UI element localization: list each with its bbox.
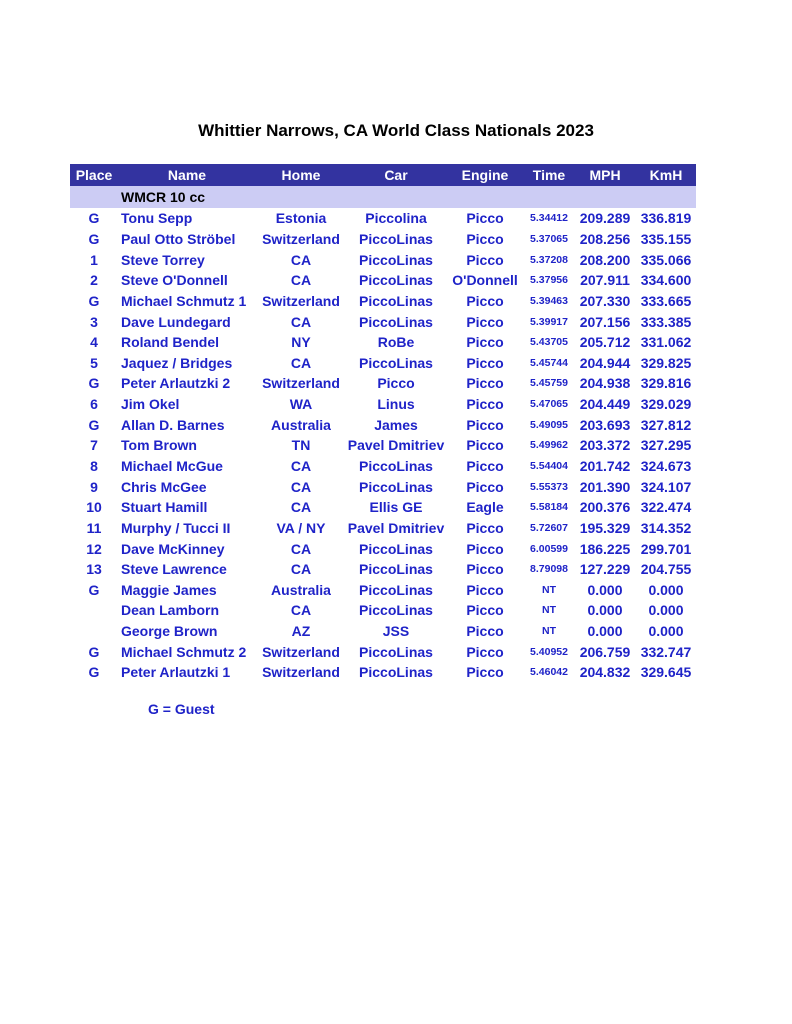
engine-cell: Picco xyxy=(466,416,504,433)
engine-cell: Picco xyxy=(466,375,504,392)
mph-cell: 208.256 xyxy=(579,230,631,247)
table-row xyxy=(70,559,696,580)
table-row xyxy=(70,580,696,601)
name-cell: Peter Arlautzki 1 xyxy=(121,664,231,681)
home-cell: TN xyxy=(291,437,311,454)
table-row xyxy=(70,476,696,497)
table-row xyxy=(70,518,696,539)
place-cell: 9 xyxy=(90,478,98,495)
car-cell: Pavel Dmitriev xyxy=(347,437,445,454)
time-cell: 5.72607 xyxy=(530,521,568,534)
table-row xyxy=(70,621,696,642)
car-cell: RoBe xyxy=(377,334,415,351)
mph-cell: 208.200 xyxy=(579,251,631,268)
car-cell: JSS xyxy=(382,623,410,640)
car-cell: PiccoLinas xyxy=(359,602,433,619)
home-cell: CA xyxy=(290,313,312,330)
kmh-cell: 0.000 xyxy=(648,581,684,598)
place-cell: 1 xyxy=(90,251,98,268)
time-cell: 5.58184 xyxy=(530,501,568,514)
column-header-engine: Engine xyxy=(446,164,524,186)
home-cell: Switzerland xyxy=(262,664,340,681)
kmh-cell: 336.819 xyxy=(640,210,692,227)
column-header-kmh: KmH xyxy=(636,164,696,186)
column-header-place: Place xyxy=(70,164,118,186)
car-cell: PiccoLinas xyxy=(359,643,433,660)
car-cell: PiccoLinas xyxy=(359,561,433,578)
time-cell: NT xyxy=(542,625,556,638)
engine-cell: Picco xyxy=(466,396,504,413)
engine-cell: Picco xyxy=(466,354,504,371)
name-cell: Peter Arlautzki 2 xyxy=(121,375,231,392)
name-cell: Michael Schmutz 1 xyxy=(121,292,247,309)
table-row xyxy=(70,456,696,477)
name-cell: Michael McGue xyxy=(121,458,223,474)
table-row xyxy=(70,208,696,229)
mph-cell: 207.330 xyxy=(579,292,631,309)
place-cell xyxy=(70,621,118,642)
car-cell: PiccoLinas xyxy=(359,540,433,557)
car-cell: Ellis GE xyxy=(369,499,423,516)
engine-cell: Picco xyxy=(466,602,504,619)
column-header-name: Name xyxy=(118,164,256,186)
time-cell: 5.47065 xyxy=(530,398,568,411)
place-cell: 5 xyxy=(90,354,98,371)
kmh-cell: 322.474 xyxy=(640,499,692,516)
kmh-cell: 335.155 xyxy=(640,230,692,247)
place-cell: G xyxy=(88,664,100,681)
car-cell: James xyxy=(374,416,418,433)
car-cell: Piccolina xyxy=(365,210,427,227)
time-cell: NT xyxy=(542,583,556,596)
column-header-home: Home xyxy=(256,164,346,186)
mph-cell: 201.742 xyxy=(579,458,631,474)
mph-cell: 195.329 xyxy=(579,519,631,536)
table-row xyxy=(70,538,696,559)
name-cell: Jim Okel xyxy=(121,396,180,413)
engine-cell: Picco xyxy=(466,643,504,660)
kmh-cell: 324.107 xyxy=(640,478,692,495)
section-row xyxy=(70,186,696,208)
car-cell: Linus xyxy=(377,396,415,413)
home-cell: CA xyxy=(290,561,312,578)
place-cell: G xyxy=(88,210,100,227)
time-cell: 5.55373 xyxy=(530,480,568,493)
kmh-cell: 332.747 xyxy=(640,643,692,660)
home-cell: CA xyxy=(290,499,312,516)
section-label: WMCR 10 cc xyxy=(118,186,696,208)
table-row xyxy=(70,229,696,250)
home-cell: CA xyxy=(290,602,312,619)
mph-cell: 0.000 xyxy=(587,581,623,598)
home-cell: Switzerland xyxy=(262,292,340,309)
kmh-cell: 314.352 xyxy=(640,519,692,536)
column-header-car: Car xyxy=(346,164,446,186)
name-cell: Roland Bendel xyxy=(121,334,220,351)
name-cell: Allan D. Barnes xyxy=(121,416,225,433)
name-cell: Paul Otto Ströbel xyxy=(121,230,236,247)
home-cell: Estonia xyxy=(275,210,327,227)
engine-cell: Picco xyxy=(466,292,504,309)
engine-cell: Picco xyxy=(466,458,504,474)
place-cell: G xyxy=(88,416,100,433)
time-cell: 5.37956 xyxy=(530,274,568,287)
home-cell: AZ xyxy=(291,623,311,640)
home-cell: Australia xyxy=(271,416,331,433)
time-cell: 5.39463 xyxy=(530,294,568,307)
name-cell: Tonu Sepp xyxy=(121,210,193,227)
kmh-cell: 335.066 xyxy=(640,251,692,268)
kmh-cell: 333.665 xyxy=(640,292,692,309)
mph-cell: 204.938 xyxy=(579,375,631,392)
place-cell: 2 xyxy=(90,272,98,289)
home-cell: VA / NY xyxy=(276,519,326,536)
mph-cell: 203.693 xyxy=(579,416,631,433)
home-cell: Switzerland xyxy=(262,375,340,392)
table-row xyxy=(70,600,696,621)
mph-cell: 203.372 xyxy=(579,437,631,454)
home-cell: CA xyxy=(290,540,312,557)
place-cell: 4 xyxy=(90,334,98,351)
mph-cell: 207.156 xyxy=(579,313,631,330)
home-cell: CA xyxy=(290,272,312,289)
name-cell: Michael Schmutz 2 xyxy=(121,643,247,660)
table-row xyxy=(70,249,696,270)
home-cell: CA xyxy=(290,354,312,371)
mph-cell: 186.225 xyxy=(579,540,631,557)
column-header-mph: MPH xyxy=(574,164,636,186)
kmh-cell: 324.673 xyxy=(640,458,692,474)
engine-cell: Picco xyxy=(466,519,504,536)
kmh-cell: 299.701 xyxy=(640,540,692,557)
home-cell: WA xyxy=(289,396,313,413)
name-cell: Dean Lamborn xyxy=(121,602,220,619)
mph-cell: 201.390 xyxy=(579,478,631,495)
mph-cell: 209.289 xyxy=(579,210,631,227)
car-cell: PiccoLinas xyxy=(359,230,433,247)
name-cell: Murphy / Tucci II xyxy=(121,519,231,536)
table-row xyxy=(70,394,696,415)
kmh-cell: 0.000 xyxy=(648,623,684,640)
time-cell: 6.00599 xyxy=(530,542,568,555)
home-cell: NY xyxy=(291,334,311,351)
kmh-cell: 204.755 xyxy=(640,561,692,578)
kmh-cell: 331.062 xyxy=(640,334,692,351)
table-row xyxy=(70,270,696,291)
engine-cell: Picco xyxy=(466,313,504,330)
home-cell: CA xyxy=(290,478,312,495)
place-cell: G xyxy=(88,230,100,247)
table-row xyxy=(70,662,696,683)
time-cell: 5.37208 xyxy=(530,253,568,266)
time-cell: 5.39917 xyxy=(530,315,568,328)
car-cell: PiccoLinas xyxy=(359,478,433,495)
table-row xyxy=(70,291,696,312)
page-title: Whittier Narrows, CA World Class Nationals 2023 xyxy=(198,121,594,140)
kmh-cell: 327.295 xyxy=(640,437,692,454)
mph-cell: 200.376 xyxy=(579,499,631,516)
table-row xyxy=(70,497,696,518)
time-cell: 5.45759 xyxy=(530,377,568,390)
place-cell: 6 xyxy=(90,396,98,413)
time-cell: 5.43705 xyxy=(530,336,568,349)
table-row xyxy=(70,332,696,353)
table-row xyxy=(70,311,696,332)
mph-cell: 207.911 xyxy=(580,272,630,289)
place-cell: 10 xyxy=(86,499,102,516)
time-cell: 5.34412 xyxy=(530,212,568,225)
kmh-cell: 329.645 xyxy=(640,664,692,681)
engine-cell: Eagle xyxy=(466,499,504,516)
home-cell: CA xyxy=(290,458,312,474)
time-cell: 5.37065 xyxy=(530,232,568,245)
mph-cell: 204.944 xyxy=(579,354,631,371)
car-cell: PiccoLinas xyxy=(359,292,433,309)
kmh-cell: 329.029 xyxy=(640,396,692,413)
place-cell xyxy=(70,600,118,621)
name-cell: Steve Torrey xyxy=(121,251,205,268)
car-cell: PiccoLinas xyxy=(359,251,433,268)
engine-cell: Picco xyxy=(466,561,504,578)
time-cell: 5.46042 xyxy=(530,666,568,679)
car-cell: Picco xyxy=(377,375,415,392)
engine-cell: Picco xyxy=(466,664,504,681)
time-cell: 5.45744 xyxy=(530,356,568,369)
engine-cell: Picco xyxy=(466,210,504,227)
engine-cell: Picco xyxy=(466,437,504,454)
engine-cell: O'Donnell xyxy=(452,272,518,289)
car-cell: PiccoLinas xyxy=(359,313,433,330)
name-cell: Dave McKinney xyxy=(121,540,225,557)
home-cell: Switzerland xyxy=(262,230,340,247)
legend-note: G = Guest xyxy=(148,701,215,717)
home-cell: Australia xyxy=(271,581,331,598)
table-row xyxy=(70,352,696,373)
place-cell: 8 xyxy=(90,458,98,474)
kmh-cell: 0.000 xyxy=(648,602,684,619)
mph-cell: 0.000 xyxy=(587,623,623,640)
place-cell: G xyxy=(88,375,100,392)
car-cell: Pavel Dmitriev xyxy=(347,519,445,536)
name-cell: Dave Lundegard xyxy=(121,313,231,330)
time-cell: 5.40952 xyxy=(530,645,568,658)
engine-cell: Picco xyxy=(466,334,504,351)
kmh-cell: 334.600 xyxy=(640,272,692,289)
place-cell: 3 xyxy=(90,313,98,330)
place-cell: 13 xyxy=(86,561,102,578)
name-cell: Tom Brown xyxy=(121,437,197,454)
name-cell: Steve Lawrence xyxy=(121,561,227,578)
car-cell: PiccoLinas xyxy=(359,458,433,474)
engine-cell: Picco xyxy=(466,623,504,640)
column-header-time: Time xyxy=(524,164,574,186)
place-cell: 12 xyxy=(86,540,102,557)
time-cell: NT xyxy=(542,604,556,617)
engine-cell: Picco xyxy=(466,230,504,247)
mph-cell: 204.449 xyxy=(579,396,631,413)
name-cell: Chris McGee xyxy=(121,478,207,495)
results-table xyxy=(70,164,696,683)
place-cell: 7 xyxy=(90,437,98,454)
engine-cell: Picco xyxy=(466,478,504,495)
time-cell: 5.49962 xyxy=(530,439,568,452)
name-cell: Jaquez / Bridges xyxy=(121,354,233,371)
kmh-cell: 329.816 xyxy=(640,375,692,392)
engine-cell: Picco xyxy=(466,540,504,557)
kmh-cell: 333.385 xyxy=(640,313,692,330)
table-row xyxy=(70,435,696,456)
place-cell: G xyxy=(88,581,100,598)
mph-cell: 0.000 xyxy=(587,602,623,619)
car-cell: PiccoLinas xyxy=(359,354,433,371)
name-cell: Steve O'Donnell xyxy=(121,272,228,289)
time-cell: 5.49095 xyxy=(530,418,568,431)
time-cell: 5.54404 xyxy=(530,460,568,472)
mph-cell: 206.759 xyxy=(579,643,631,660)
name-cell: Maggie James xyxy=(121,581,217,598)
mph-cell: 205.712 xyxy=(579,334,631,351)
table-header-row xyxy=(70,164,696,186)
table-row xyxy=(70,373,696,394)
mph-cell: 127.229 xyxy=(579,561,631,578)
kmh-cell: 327.812 xyxy=(640,416,692,433)
engine-cell: Picco xyxy=(466,581,504,598)
place-cell: G xyxy=(88,292,100,309)
place-cell: 11 xyxy=(86,519,102,536)
car-cell: PiccoLinas xyxy=(359,272,433,289)
engine-cell: Picco xyxy=(466,251,504,268)
home-cell: CA xyxy=(290,251,312,268)
table-row xyxy=(70,641,696,662)
kmh-cell: 329.825 xyxy=(640,354,692,371)
car-cell: PiccoLinas xyxy=(359,664,433,681)
place-cell: G xyxy=(88,643,100,660)
name-cell: Stuart Hamill xyxy=(121,499,208,516)
car-cell: PiccoLinas xyxy=(359,581,433,598)
mph-cell: 204.832 xyxy=(579,664,631,681)
name-cell: George Brown xyxy=(121,623,218,640)
table-row xyxy=(70,414,696,435)
time-cell: 8.79098 xyxy=(530,563,568,576)
home-cell: Switzerland xyxy=(262,643,340,660)
